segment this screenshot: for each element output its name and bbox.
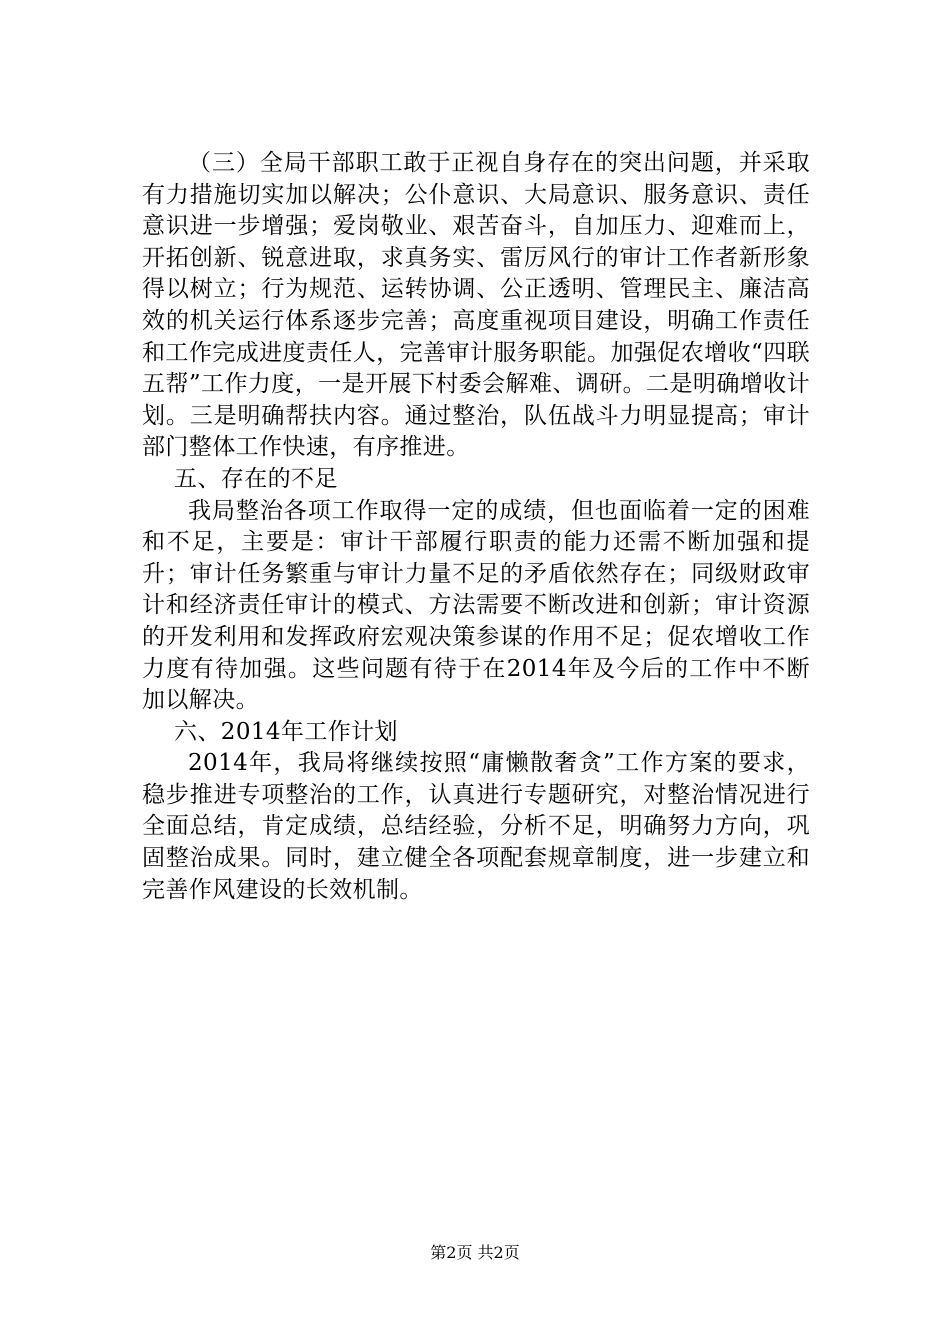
paragraph-work-plan: 2014年，我局将继续按照“庸懒散奢贪”工作方案的要求，稳步推进专项整治的工作，认真进行专题研究，对整治情况进行全面总结，肯定成绩，总结经验，分析不足，明确努力方向，巩固整治成果。同时，建立健全各项配套规章制度，进一步建立和完善作风建设的长效机制。 bbox=[142, 750, 810, 903]
paragraph-achievements: （三）全局干部职工敢于正视自身存在的突出问题，并采取有力措施切实加以解决；公仆意识、大局意识、服务意识、责任意识进一步增强；爱岗敬业、艰苦奋斗，自加压力、迎难而上，开拓创新、锐意进取，求真务实、雷厉风行的审计工作者新形象得以树立；行为规范、运转协调、公正透明、管理民主、廉洁高效的机关运行体系逐步完善；高度重视项目建设，明确工作责任和工作完成进度责任人，完善审计服务职能。加强促农增收“四联五帮”工作力度，一是开展下村委会解难、调研。二是明确增收计划。三是明确帮扶内容。通过整治，队伍战斗力明显提高；审计部门整体工作快速，有序推进。 bbox=[142, 150, 810, 461]
paragraph-shortcomings: 我局整治各项工作取得一定的成绩，但也面临着一定的困难和不足，主要是：审计干部履行职责的能力还需不断加强和提升；审计任务繁重与审计力量不足的矛盾依然存在；同级财政审计和经济责任审计的模式、方法需要不断改进和创新；审计资源的开发利用和发挥政府宏观决策参谋的作用不足；促农增收工作力度有待加强。这些问题有待于在2014年及今后的工作中不断加以解决。 bbox=[142, 497, 810, 714]
page-footer: 第2页 共2页 bbox=[430, 1243, 520, 1262]
section-heading-work-plan: 六、2014年工作计划 bbox=[174, 718, 398, 745]
document-body bbox=[142, 148, 810, 906]
section-heading-shortcomings: 五、存在的不足 bbox=[174, 465, 338, 492]
